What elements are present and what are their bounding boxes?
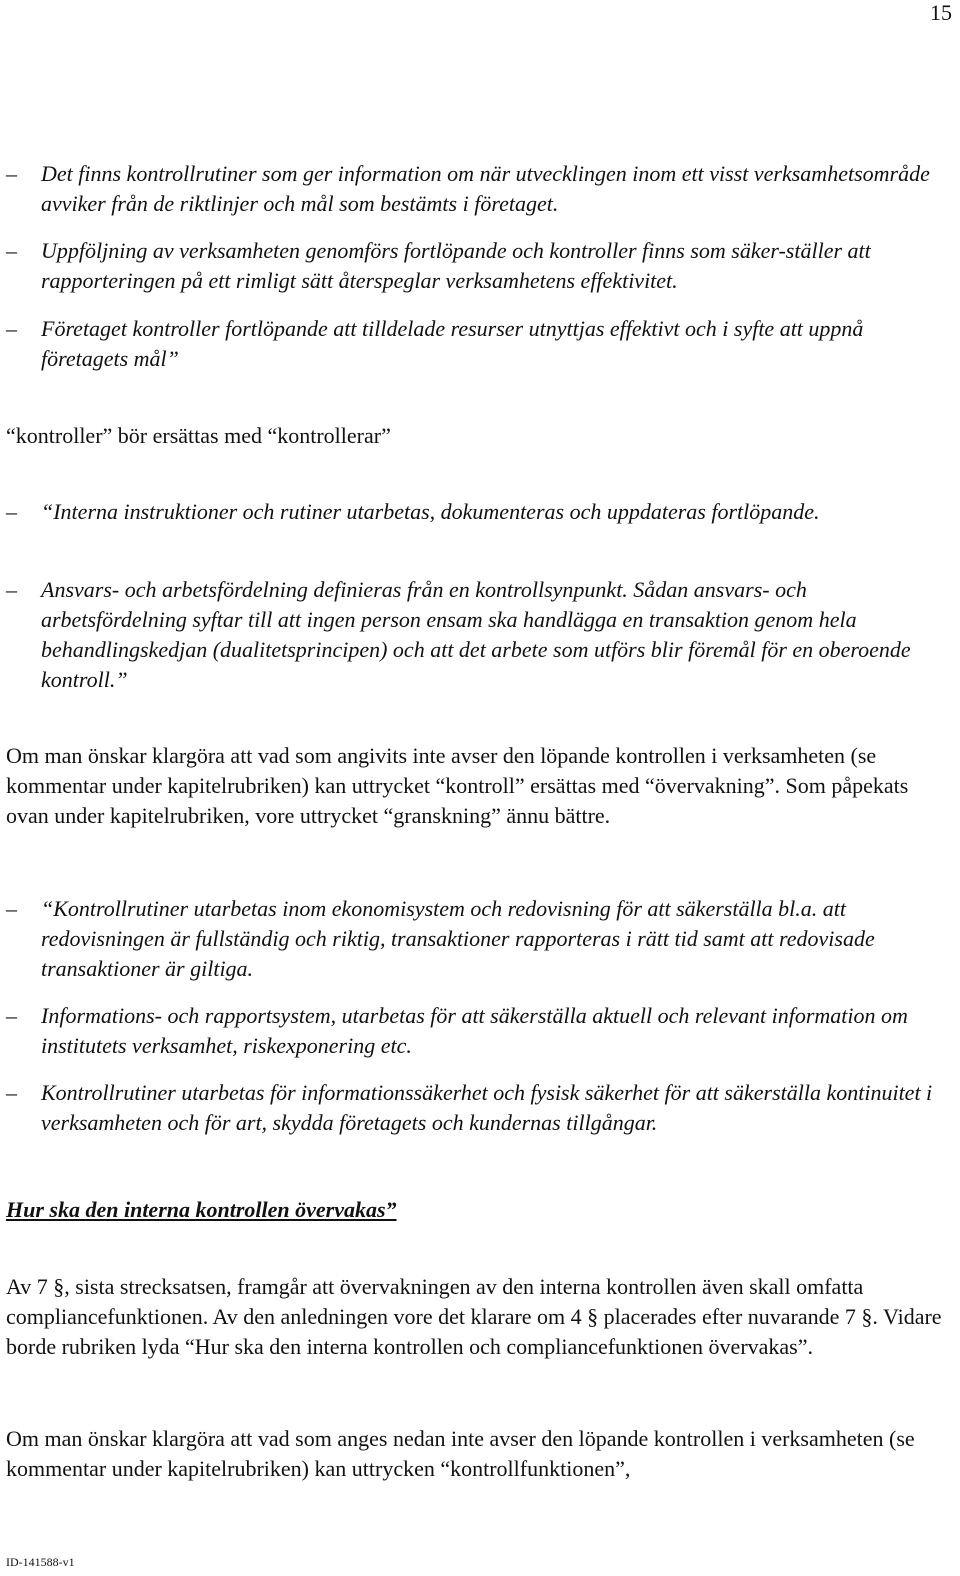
note-paragraph: “kontroller” bör ersättas med “kontrollerar” — [6, 423, 391, 448]
dash-bullet: – — [6, 1003, 17, 1028]
list-item — [6, 236, 956, 296]
list-item-text: “Kontrollrutiner utarbetas inom ekonomisystem och redovisning för att säkerställa bl.a. att redovisningen är fullständig och riktig, transaktioner rapporteras i rätt tid samt att redovisade transaktioner är giltiga. — [41, 896, 875, 981]
document-id: ID-141588-v1 — [6, 1555, 75, 1569]
list-item — [6, 575, 956, 695]
dash-bullet: – — [6, 577, 17, 602]
list-item-text: Företaget kontroller fortlöpande att tilldelade resurser utnyttjas effektivt och i syfte att uppnå företagets mål” — [41, 316, 864, 371]
list-item-text: Informations- och rapportsystem, utarbetas för att säkerställa aktuell och relevant information om institutets verksamhet, riskexponering etc. — [41, 1003, 908, 1058]
list-item — [6, 1001, 956, 1061]
dash-bullet: – — [6, 316, 17, 341]
list-item-text: Det finns kontrollrutiner som ger information om när utvecklingen inom ett visst verksamhetsområde avviker från de riktlinjer och mål som bestämts i företaget. — [41, 161, 930, 216]
list-item-text: “Interna instruktioner och rutiner utarbetas, dokumenteras och uppdateras fortlöpande. — [41, 499, 820, 524]
body-paragraph: Om man önskar klargöra att vad som angivits inte avser den löpande kontrollen i verksamheten (se kommentar under kapitelrubriken) kan uttrycket “kontroll” ersättas med “övervakning”. Som påpekats ovan under kapitelrubriken, vore uttrycket “granskning” ännu bättre. — [6, 743, 909, 828]
list-item-text: Kontrollrutiner utarbetas för informationssäkerhet och fysisk säkerhet för att säkerställa kontinuitet i verksamheten och för art, skydda företagets och kundernas tillgångar. — [41, 1080, 933, 1135]
list-item — [6, 314, 956, 374]
list-item — [6, 1078, 956, 1138]
dash-bullet: – — [6, 896, 17, 921]
body-paragraph: Om man önskar klargöra att vad som anges nedan inte avser den löpande kontrollen i verksamheten (se kommentar under kapitelrubriken) kan uttrycken “kontrollfunktionen”, — [6, 1426, 915, 1481]
dash-bullet: – — [6, 1080, 17, 1105]
section-heading: Hur ska den interna kontrollen övervakas” — [6, 1197, 397, 1222]
dash-bullet: – — [6, 238, 17, 263]
list-item — [6, 894, 956, 984]
list-item-text: Uppföljning av verksamheten genomförs fortlöpande och kontroller finns som säker-ställer att rapporteringen på ett rimligt sätt återspeglar verksamhetens effektivitet. — [41, 238, 871, 293]
list-item — [6, 159, 956, 219]
list-item — [6, 497, 956, 527]
dash-bullet: – — [6, 499, 17, 524]
page-number: 15 — [930, 0, 952, 25]
list-item-text: Ansvars- och arbetsfördelning definieras från en kontrollsynpunkt. Sådan ansvars- och arbetsfördelning syftar till att ingen person ensam ska handlägga en transaktion genom hela behandlingskedjan (dualitetsprincipen) och att det arbete som utförs blir föremål för en oberoende kontroll.” — [41, 577, 911, 692]
body-paragraph: Av 7 §, sista strecksatsen, framgår att övervakningen av den interna kontrollen även skall omfatta compliancefunktionen. Av den anledningen vore det klarare om 4 § placerades efter nuvarande 7 §. Vidare borde rubriken lyda “Hur ska den interna kontrollen och compliancefunktionen övervakas”. — [6, 1274, 942, 1359]
dash-bullet: – — [6, 161, 17, 186]
